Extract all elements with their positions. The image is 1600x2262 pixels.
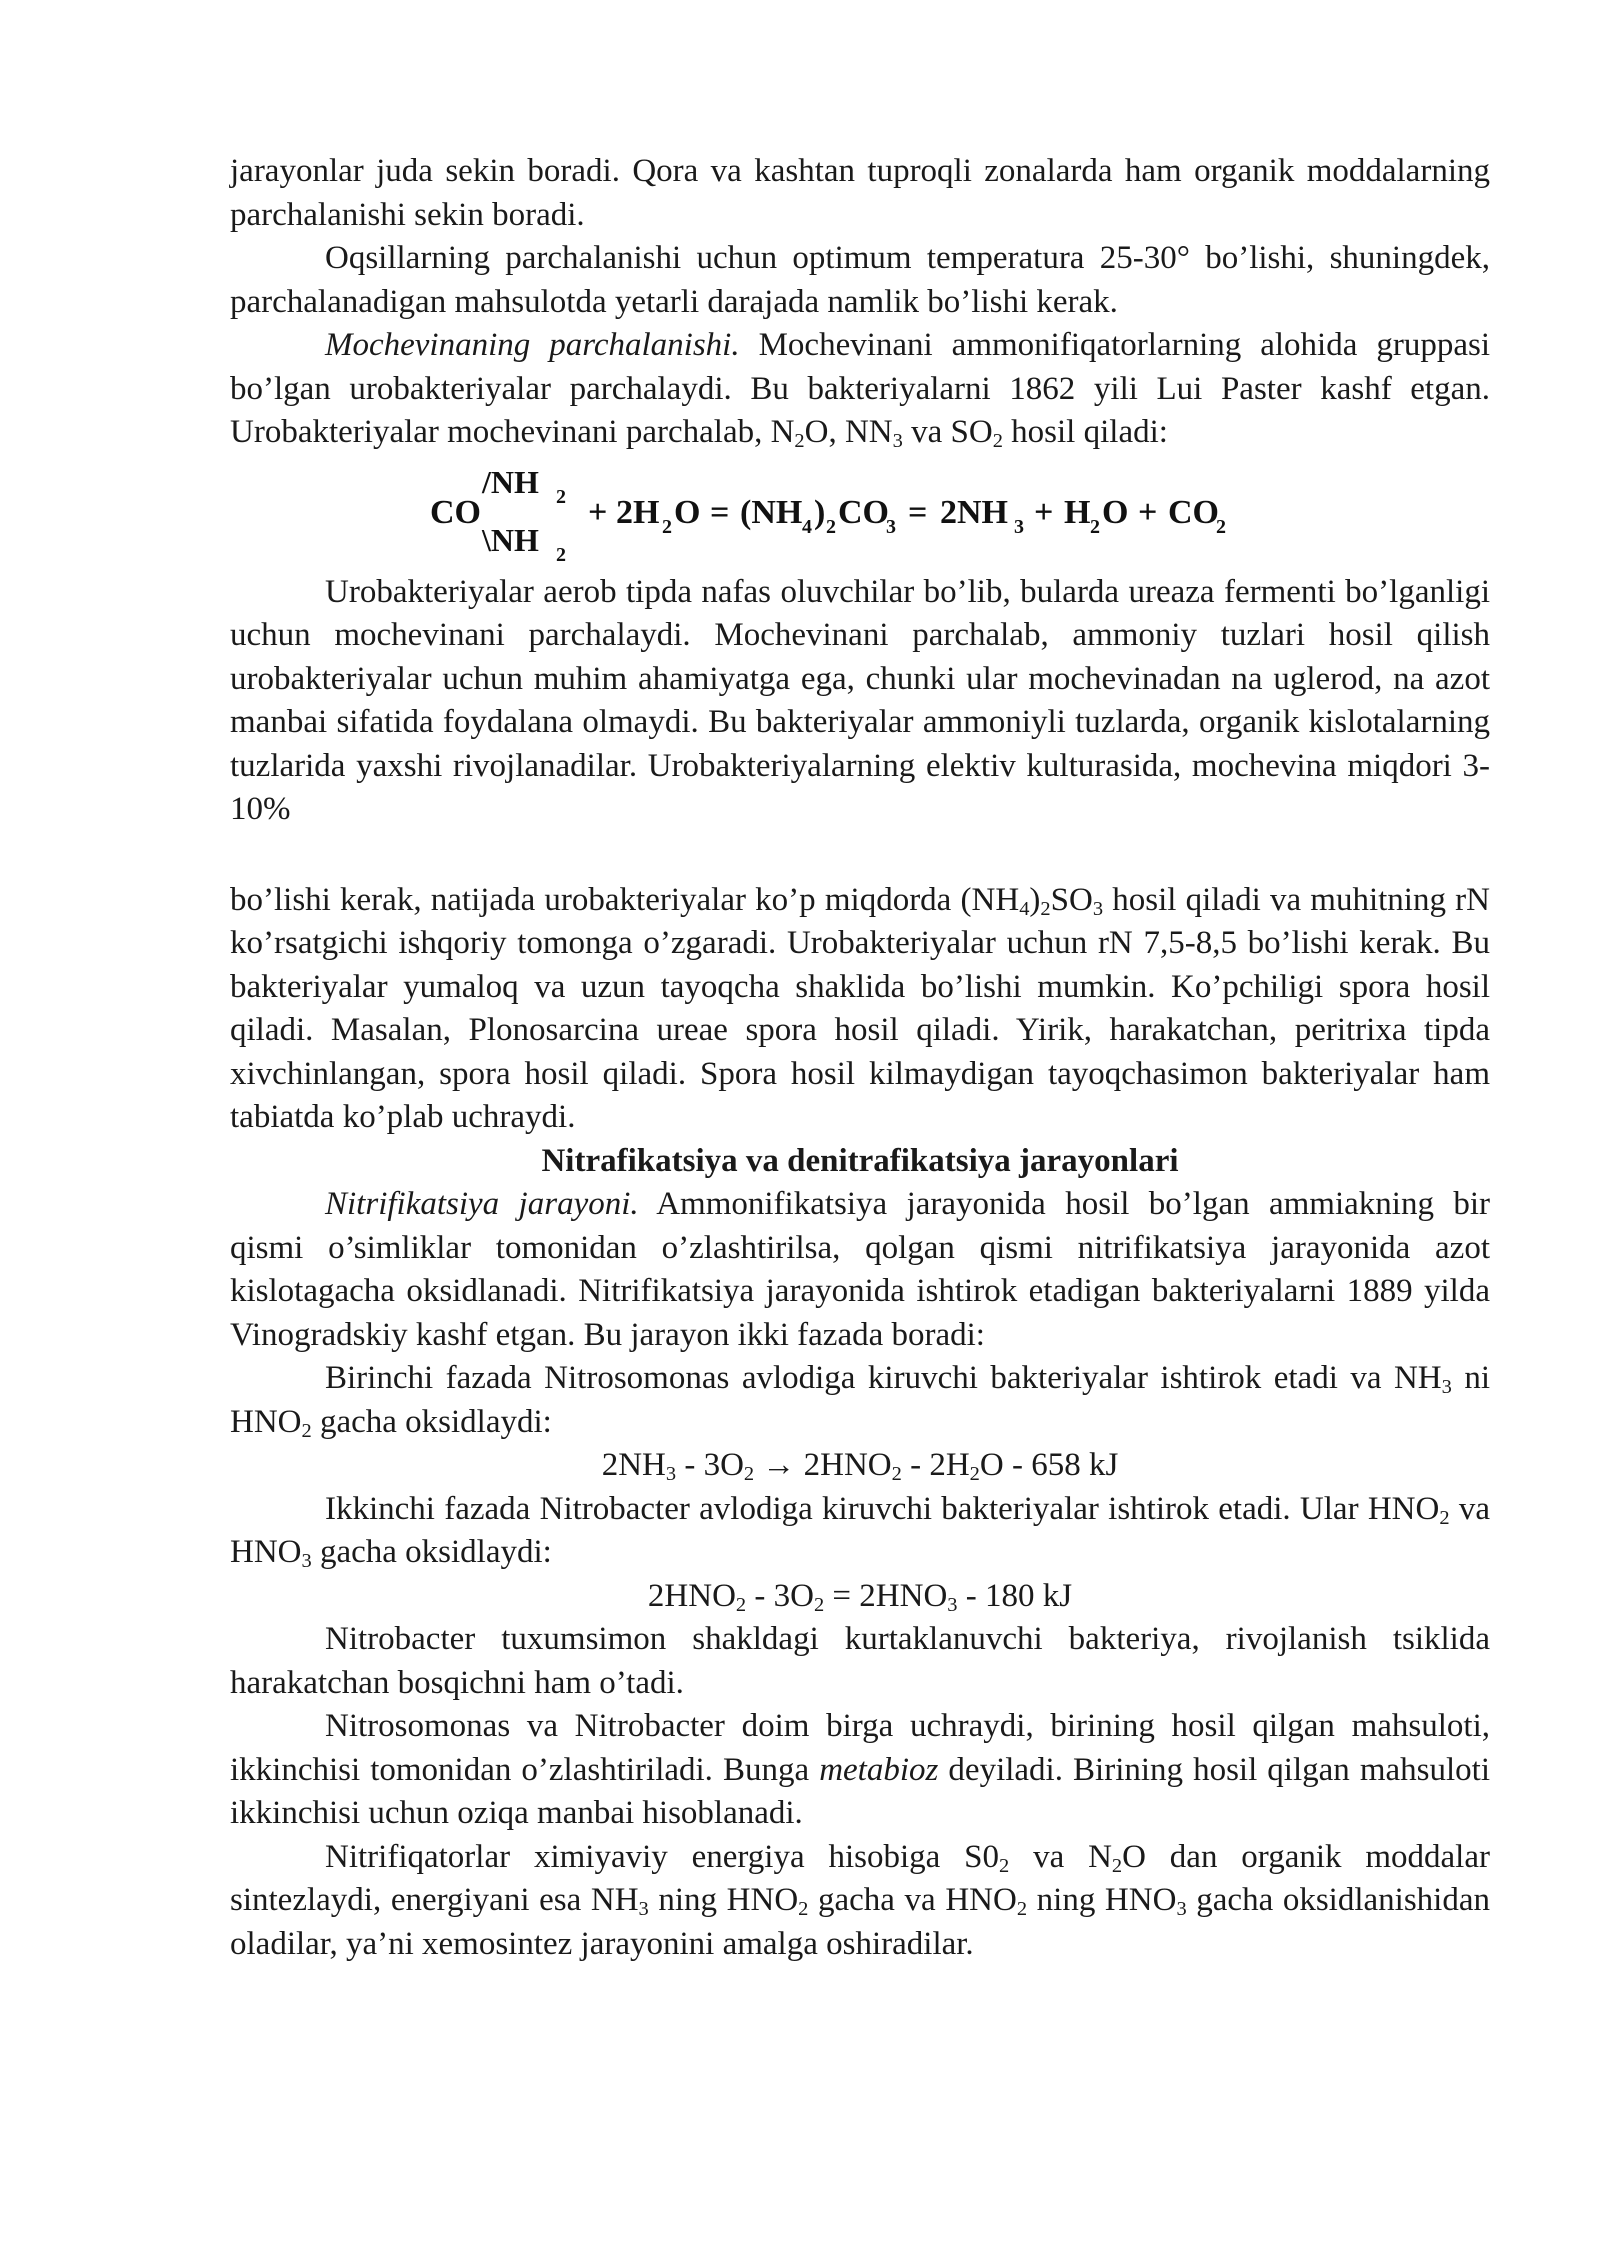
formula-sub: 3 [886,515,896,538]
paragraph-2 [230,237,1490,324]
paragraph-1 [230,150,1490,237]
formula-sub: 2 [556,543,566,565]
document-page [230,150,1490,1966]
paragraph-text: Oqsillarning parchalanishi uchun optimum temperatura 25-30° bo’lishi, shuningdek, parchalanadigan mahsulotda yetarli darajada namlik bo’lishi kerak. [230,240,1490,320]
paragraph-metabiosis: Nitrosomonas va Nitrobacter doim birga uchraydi, birining hosil qilgan mahsuloti, ikkinchisi tomonidan o’zlashtiriladi. Bunga metabioz deyiladi. Birining hosil qilgan mahsuloti ikkinchisi uchun oziqa manbai hisoblanadi. [230,1708,1490,1831]
equation-1: $2NH_3 - 3O_2 \to 2HNO_2 - 2H_2O - 658$ kJ [601,1447,1119,1486]
formula-nh2-bottom: \NH [482,521,539,558]
paragraph-urea: Mochevinaning parchalanishi. Mochevinani ammonifiqatorlarning alohida gruppasi bo’lgan urobakteriyalar parchalaydi. Bu bakteriyalarni 1862 yili Lui Paster kashf etgan. Urobakteriyalar mochevinani parchalab, $N_2O$, $NN_3$ va $SO_2$ hosil qiladi: [230,327,1490,453]
page-break-gap [230,832,1490,879]
formula-sub: 2 [556,485,566,508]
formula-co3: CO [838,493,889,531]
paragraph-chemosynthesis: Nitrifiqatorlar ximiyaviy energiya hisobiga $S0_2$ va $N_2O$ dan organik moddalar sintezlaydi, energiyani esa $NH_3$ ning $HNO_2$ gacha va $HNO_2$ ning $HNO_3$ gacha oksidlanishidan oladilar, ya’ni xemosintez jarayonini amalga oshiradilar. [230,1838,1490,1962]
paragraph-5: bo’lishi kerak, natijada urobakteriyalar ko’p miqdorda $(NH_4)_2SO_3$ hosil qiladi va muhitning rN ko’rsatgichi ishqoriy tomonga o’zgaradi. Urobakteriyalar uchun rN 7,5-8,5 bo’lishi kerak. Bu bakteriyalar yumaloq va uzun tayoqcha shaklida bo’lishi mumkin. Ko’pchiligi spora hosil qiladi. Masalan, Plonosarcina ureae spora hosil qiladi. Yirik, harakatchan, peritrixa tipda xivchinlangan, spora hosil qiladi. Spora hosil kilmaydigan tayoqchasimon bakteriyalar ham tabiatda ko’plab uchraydi. [230,881,1490,1135]
paragraph-phase-2: Ikkinchi fazada Nitrobacter avlodiga kiruvchi bakteriyalar ishtirok etadi. Ular $HNO_2$ va $HNO_3$ gacha oksidlaydi: [230,1490,1490,1573]
equation-2: $2HNO_2 - 3O_2 = 2HNO_3 - 180$ kJ [647,1577,1073,1616]
formula-o: O [1102,493,1129,531]
section-heading: Nitrafikatsiya va denitrafikatsiya jarayonlari [541,1142,1179,1179]
formula-sub: 2 [826,515,836,538]
formula-plus: + [588,493,608,531]
formula-co: CO [430,493,481,531]
formula-sub: 2 [662,515,672,538]
paragraph-nitrification: Nitrifikatsiya jarayoni. Ammonifikatsiya jarayonida hosil bo’lgan ammiakning bir qismi o’simliklar tomonidan o’zlashtirilsa, qolgan qismi nitrifikatsiya jarayonida azot kislotagacha oksidlanadi. Nitrifikatsiya jarayonida ishtirok etadigan bakteriyalarni 1889 yilda Vinogradskiy kashf etgan. Bu jarayon ikki fazada boradi: [230,1186,1490,1353]
formula-equals: = [908,493,928,531]
formula-o: O [674,493,701,531]
formula-plus: + [1034,493,1054,531]
paragraph-text: jarayonlar juda sekin boradi. Qora va kashtan tuproqli zonalarda ham organik moddalarning parchalanishi sekin boradi. [230,153,1490,233]
formula-sub: 4 [802,515,812,538]
formula-h2o: H [1064,493,1091,531]
paragraph-text: Urobakteriyalar aerob tipda nafas oluvchilar bo’lib, bularda ureaza fermenti bo’lganligi uchun mochevinani parchalaydi. Mochevinani parchalab, ammoniy tuzlari hosil qilish urobakteriyalar uchun muhim ahamiyatga ega, chunki ular mochevinadan na uglerod, na azot manbai sifatida foydalana olmaydi. Bu bakteriyalar ammoniyli tuzlarda, organik kislotalarning tuzlarida yaxshi rivojlanadilar. Urobakteriyalarning elektiv kulturasida, mochevina miqdori 3-10% [230,573,1490,827]
formula-nh2-top: /NH [482,463,539,500]
formula-nh4: (NH [740,493,803,531]
paragraph-4 [230,571,1490,832]
section-title-italic: Mochevinaning parchalanishi. [325,327,740,363]
term-metabioz: metabioz [819,1751,939,1788]
formula-sub: 3 [1014,515,1024,538]
formula-equals: = [710,493,730,531]
urea-decomposition-formula [230,461,1490,565]
formula-h2o: 2H [616,493,660,531]
formula-co2: CO [1168,493,1219,531]
paragraph-phase-1: Birinchi fazada Nitrosomonas avlodiga kiruvchi bakteriyalar ishtirok etadi va $NH_3$ ni $HNO_2$ gacha oksidlaydi: [230,1360,1491,1442]
section-title-italic: Nitrifikatsiya jarayoni. [325,1186,639,1222]
formula-nh3: 2NH [940,493,1008,531]
formula-sub: 2 [1090,515,1100,538]
formula-plus: + [1138,493,1158,531]
formula-sub: 2 [1216,515,1226,538]
paragraph-nitrobacter: Nitrobacter tuxumsimon shakldagi kurtaklanuvchi bakteriya, rivojlanish tsiklida harakatchan bosqichni ham o’tadi. [230,1621,1490,1701]
formula-paren: ) [814,493,826,531]
